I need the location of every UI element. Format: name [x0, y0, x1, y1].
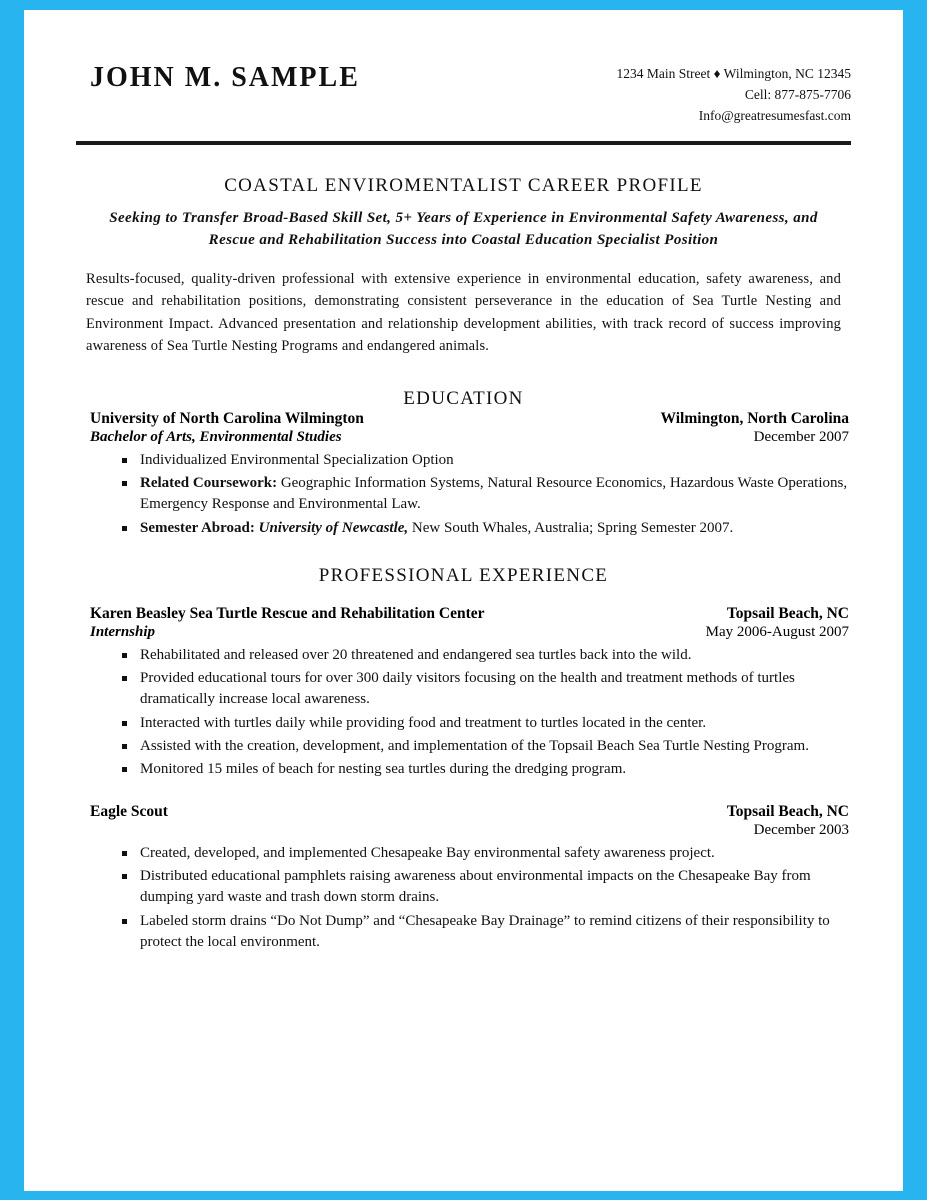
resume-header	[72, 50, 855, 127]
bullet-text: Monitored 15 miles of beach for nesting sea turtles during the dredging program.	[140, 761, 627, 778]
job-bullets	[72, 645, 855, 781]
bullet-label: Related Coursework:	[140, 474, 278, 491]
job-role: Internship	[90, 623, 156, 640]
job-location: Topsail Beach, NC	[726, 604, 849, 622]
bullet-text: Created, developed, and implemented Chesapeake Bay environmental safety awareness project.	[140, 844, 715, 861]
contact-email: Info@greatresumesfast.com	[698, 107, 851, 123]
contact-address: 1234 Main Street ♦ Wilmington, NC 12345	[616, 66, 851, 81]
job-bullets	[72, 843, 855, 953]
section-title-education: EDUCATION	[403, 387, 524, 409]
section-title-profile: COASTAL ENVIROMENTALIST CAREER PROFILE	[224, 174, 703, 196]
contact-phone: Cell: 877-875-7706	[744, 86, 851, 102]
list-item	[118, 668, 849, 711]
list-item	[118, 736, 849, 757]
bullet-text: New South Whales, Australia; Spring Semester 2007.	[411, 519, 734, 536]
bullet-text: Interacted with turtles daily while providing food and treatment to turtles located in the center.	[140, 714, 707, 731]
bullet-text: Labeled storm drains “Do Not Dump” and “Chesapeake Bay Drainage” to remind citizens of their responsibility to protect the local environment.	[140, 912, 830, 950]
education-date: December 2007	[753, 428, 849, 445]
list-item	[118, 518, 849, 539]
education-bullets	[72, 450, 855, 539]
job-row-role	[90, 822, 849, 839]
list-item	[118, 759, 849, 780]
list-item	[118, 843, 849, 864]
education-degree: Bachelor of Arts, Environmental Studies	[90, 428, 342, 445]
education-row-degree	[90, 429, 849, 446]
list-item	[118, 645, 849, 666]
job-row-role	[90, 624, 849, 641]
section-title-experience: PROFESSIONAL EXPERIENCE	[318, 564, 609, 586]
bullet-text: Distributed educational pamphlets raising awareness about environmental impacts on the Chesapeake Bay from dumping yard waste and trash down storm drains.	[140, 867, 811, 906]
list-item	[118, 473, 849, 516]
job-location: Topsail Beach, NC	[726, 802, 849, 820]
education-school: University of North Carolina Wilmington	[90, 409, 364, 427]
education-location: Wilmington, North Carolina	[660, 409, 849, 427]
job-dates: May 2006-August 2007	[705, 623, 849, 640]
header-divider	[76, 141, 851, 145]
job-row-employer	[90, 605, 849, 623]
bullet-label: Semester Abroad:	[140, 519, 255, 536]
job-employer: Karen Beasley Sea Turtle Rescue and Rehabilitation Center	[90, 604, 485, 622]
bullet-emphasis: University of Newcastle,	[258, 519, 409, 536]
job-dates: December 2003	[753, 821, 849, 838]
profile-tagline: Seeking to Transfer Broad-Based Skill Set, 5+ Years of Experience in Environmental Safety Awareness, and Rescue and Rehabilitation Success into Coastal Education Specialist Position	[109, 209, 818, 249]
resume-page	[24, 10, 903, 1191]
profile-summary: Results-focused, quality-driven professional with extensive experience in environmental education, safety awareness, and rescue and rehabilitation positions, demonstrating consistent perseverance in the education of Sea Turtle Nesting and Environment Impact. Advanced presentation and relationship development abilities, with track record of success improving awareness of Sea Turtle Nesting Programs and endangered animals.	[86, 270, 841, 355]
bullet-text: Individualized Environmental Specialization Option	[140, 451, 454, 468]
candidate-name: JOHN M. SAMPLE	[90, 62, 360, 93]
education-row-school	[90, 410, 849, 428]
bullet-text: Rehabilitated and released over 20 threatened and endangered sea turtles back into the wild.	[140, 646, 692, 663]
bullet-text: Provided educational tours for over 300 daily visitors focusing on the health and treatment methods of turtles dramatically increase local awareness.	[140, 670, 795, 708]
job-row-employer	[90, 803, 849, 821]
experience-job	[72, 803, 855, 953]
list-item	[118, 911, 849, 954]
job-employer: Eagle Scout	[90, 802, 168, 820]
contact-block	[617, 50, 855, 127]
bullet-text: Geographic Information Systems, Natural Resource Economics, Hazardous Waste Operations, Emergency Response and Environmental Law.	[140, 474, 848, 513]
list-item	[118, 450, 849, 471]
bullet-text: Assisted with the creation, development, and implementation of the Topsail Beach Sea Turtle Nesting Program.	[140, 738, 809, 755]
list-item	[118, 713, 849, 734]
list-item	[118, 866, 849, 909]
experience-job	[72, 605, 855, 781]
